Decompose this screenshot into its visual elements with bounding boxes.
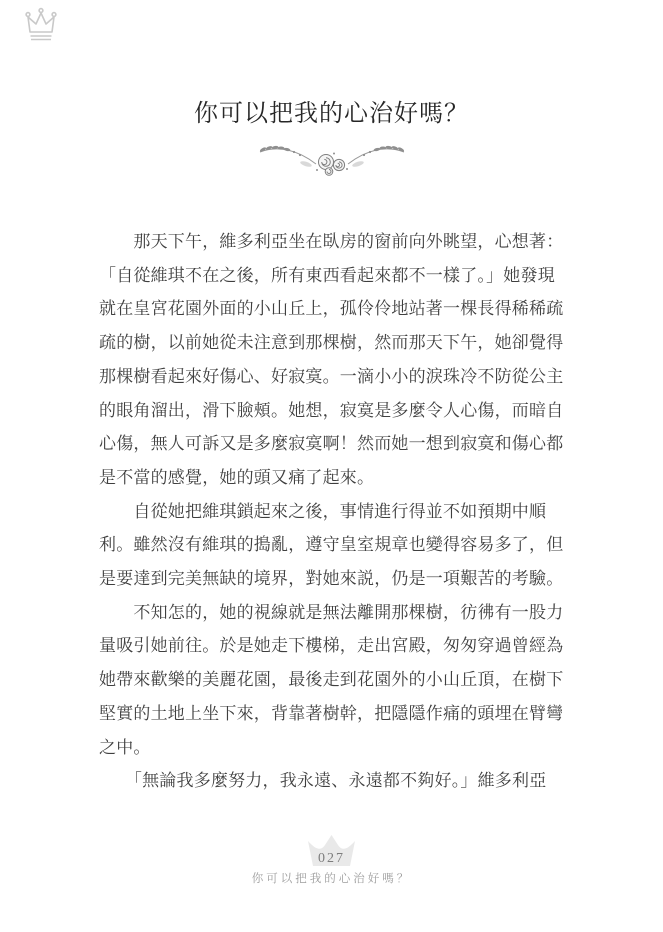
body-text (99, 225, 577, 798)
crown-icon (24, 6, 58, 44)
body-text-line: 她帶來歡樂的美麗花園，最後走到花園外的小山丘頂，在樹下 (99, 670, 564, 690)
body-text-line: 心傷，無人可訴又是多麼寂寞啊！然而她一想到寂寞和傷心都 (99, 434, 564, 454)
body-text-line: 的眼角溜出，滑下臉頰。她想，寂寞是多麼令人心傷，而暗自 (99, 400, 564, 420)
body-text-line: 疏的樹，以前她從未注意到那棵樹，然而那天下午，她卻覺得 (99, 333, 564, 353)
running-title: 你可以把我的心治好嗎？ (251, 873, 412, 885)
body-text-line: 那棵樹看起來好傷心、好寂寞。一滴小小的淚珠冷不防從公主 (99, 366, 564, 386)
body-text-line: 「自從維琪不在之後，所有東西看起來都不一樣了。」她發現 (99, 265, 555, 285)
body-text-line: 是要達到完美無缺的境界，對她來説，仍是一項艱苦的考驗。 (99, 569, 564, 589)
body-text-line: 是不當的感覺，她的頭又痛了起來。 (99, 467, 375, 487)
body-text-line: 那天下午，維多利亞坐在臥房的窗前向外眺望，心想著： (99, 232, 564, 251)
body-text-line: 利。雖然沒有維琪的搗亂，遵守皇室規章也變得容易多了，但 (99, 535, 564, 555)
body-text-line: 「無論我多麼努力，我永遠、永遠都不夠好。」維多利亞 (99, 771, 547, 791)
body-text-line: 就在皇宮花園外面的小山丘上，孤伶伶地站著一棵長得稀稀疏 (99, 299, 564, 319)
body-text-line: 自從她把維琪鎖起來之後，事情進行得並不如預期中順 (99, 501, 547, 521)
chapter-title: 你可以把我的心治好嗎？ (194, 101, 469, 127)
body-text-line: 之中。 (99, 737, 151, 757)
floral-divider-ornament (0, 140, 663, 183)
body-text-line: 量吸引她前往。於是她走下樓梯，走出宮殿，匆匆穿過曾經為 (99, 636, 564, 656)
page-number: 027 (318, 851, 345, 866)
body-text-line: 不知怎的，她的視線就是無法離開那棵樹，彷彿有一股力 (99, 602, 564, 622)
body-text-line: 堅實的土地上坐下來，背靠著樹幹，把隱隱作痛的頭埋在臂彎 (99, 703, 564, 723)
